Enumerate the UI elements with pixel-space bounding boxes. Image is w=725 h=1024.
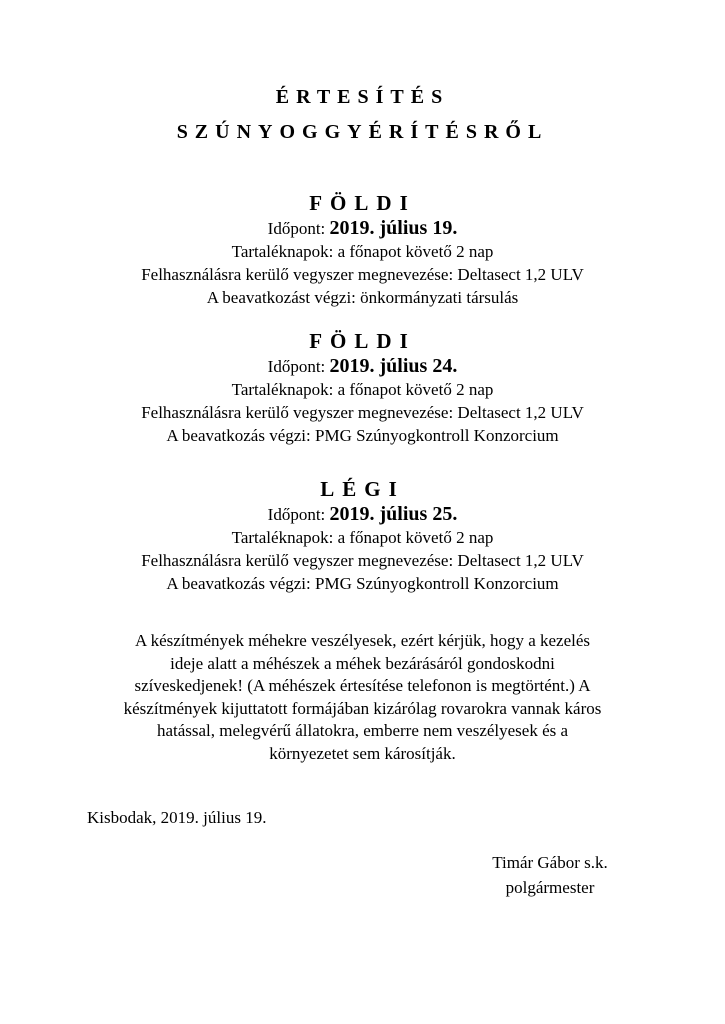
date-label: Időpont: <box>267 219 330 238</box>
section-foldi-1 <box>0 190 725 309</box>
date-line <box>0 502 725 526</box>
chemical-name: Felhasználásra kerülő vegyszer megnevezése: Deltasect 1,2 ULV <box>141 403 584 422</box>
signature-name: Timár Gábor s.k. <box>492 853 608 872</box>
performer: A beavatkozás végzi: PMG Szúnyogkontroll Konzorcium <box>166 574 559 593</box>
date-value: 2019. július 25. <box>329 503 458 525</box>
notice-line: készítmények kijuttatott formájában kizárólag rovarokra vannak káros <box>123 698 602 718</box>
section-heading: FÖLDI <box>309 191 416 215</box>
reserve-days: Tartaléknapok: a főnapot követő 2 nap <box>231 528 494 547</box>
notice-line: hatással, melegvérű állatokra, emberre nem veszélyesek és a <box>156 721 569 740</box>
signature-block <box>470 850 630 900</box>
reserve-days: Tartaléknapok: a főnapot követő 2 nap <box>231 380 494 399</box>
date-label: Időpont: <box>267 357 330 376</box>
date-value: 2019. július 24. <box>329 355 458 377</box>
signature-title: polgármester <box>505 878 595 897</box>
performer: A beavatkozást végzi: önkormányzati társulás <box>206 288 519 307</box>
chemical-name: Felhasználásra kerülő vegyszer megnevezése: Deltasect 1,2 ULV <box>141 551 584 570</box>
date-line <box>0 354 725 378</box>
section-heading: FÖLDI <box>309 329 416 353</box>
chemical-name: Felhasználásra kerülő vegyszer megnevezése: Deltasect 1,2 ULV <box>141 265 584 284</box>
document-subtitle: SZÚNYOGGYÉRÍTÉSRŐL <box>176 121 549 143</box>
section-heading: LÉGI <box>320 477 405 501</box>
date-label: Időpont: <box>267 505 330 524</box>
notice-line: környezetet sem károsítják. <box>269 743 456 763</box>
date-line <box>0 216 725 240</box>
section-legi <box>0 476 725 595</box>
bee-warning-notice <box>0 630 725 765</box>
document-title: ÉRTESÍTÉS <box>275 86 450 108</box>
notice-line: A készítmények méhekre veszélyesek, ezért kérjük, hogy a kezelés <box>134 631 591 650</box>
section-foldi-2 <box>0 328 725 447</box>
notice-line: ideje alatt a méhészek a méhek bezárásáról gondoskodni <box>170 653 555 673</box>
date-value: 2019. július 19. <box>329 217 458 239</box>
notice-line: szíveskedjenek! (A méhészek értesítése telefonon is megtörtént.) A <box>134 676 591 695</box>
place-and-date: Kisbodak, 2019. július 19. <box>87 808 267 827</box>
reserve-days: Tartaléknapok: a főnapot követő 2 nap <box>231 242 494 261</box>
performer: A beavatkozás végzi: PMG Szúnyogkontroll Konzorcium <box>166 426 559 445</box>
